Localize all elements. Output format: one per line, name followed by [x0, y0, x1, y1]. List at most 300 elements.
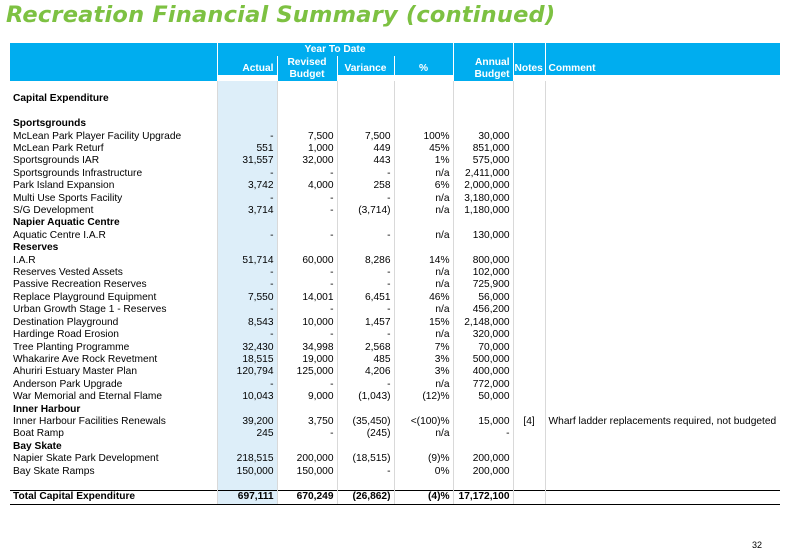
- cell-actual: 150,000: [217, 466, 277, 478]
- cell-notes: [513, 93, 545, 105]
- header-blank: [453, 43, 513, 56]
- table-row: [10, 329, 780, 341]
- cell-variance: 443: [337, 155, 394, 167]
- cell-notes: [513, 428, 545, 440]
- cell-actual: -: [217, 230, 277, 242]
- table-row: [10, 453, 780, 465]
- cell-comment: [545, 366, 780, 378]
- cell-comment: [545, 155, 780, 167]
- cell-revised-budget: 3,750: [277, 416, 337, 428]
- cell-comment: [545, 267, 780, 279]
- cell-revised-budget: -: [277, 379, 337, 391]
- cell-actual: 18,515: [217, 354, 277, 366]
- cell-annual-budget: [453, 118, 513, 130]
- cell-actual: 32,430: [217, 342, 277, 354]
- cell-annual-budget: -: [453, 428, 513, 440]
- cell-variance: [337, 118, 394, 130]
- header-blank: [513, 43, 545, 56]
- cell-annual-budget: 2,148,000: [453, 317, 513, 329]
- section-heading-row: [10, 404, 780, 416]
- cell-revised-budget: [277, 441, 337, 453]
- cell-variance: [337, 93, 394, 105]
- cell-comment: [545, 317, 780, 329]
- cell-revised-budget: [277, 478, 337, 491]
- cell-percent: 15%: [394, 317, 453, 329]
- financial-summary-table-container: [10, 43, 780, 505]
- cell-annual-budget: 50,000: [453, 391, 513, 403]
- cell-comment: [545, 131, 780, 143]
- cell-variance: (35,450): [337, 416, 394, 428]
- table-row: [10, 267, 780, 279]
- header-actual: Actual: [217, 63, 277, 75]
- table-row: [10, 155, 780, 167]
- cell-notes: [513, 255, 545, 267]
- row-label: I.A.R: [13, 254, 36, 266]
- cell-notes: [513, 366, 545, 378]
- header-revised-line1: Revised: [277, 56, 337, 69]
- cell-annual-budget: 70,000: [453, 342, 513, 354]
- header-blank: [545, 43, 780, 56]
- cell-actual: -: [217, 168, 277, 180]
- row-label: Anderson Park Upgrade: [13, 378, 123, 390]
- row-label: Capital Expenditure: [13, 93, 109, 105]
- cell-revised-budget: -: [277, 329, 337, 341]
- row-label: Ahuriri Estuary Master Plan: [13, 366, 137, 378]
- cell-percent: 3%: [394, 366, 453, 378]
- cell-percent: (9)%: [394, 453, 453, 465]
- cell-actual: 218,515: [217, 453, 277, 465]
- cell-variance: [337, 441, 394, 453]
- cell-notes: [513, 304, 545, 316]
- cell-variance: 1,457: [337, 317, 394, 329]
- header-annual-line1: Annual: [453, 56, 513, 69]
- cell-actual: 245: [217, 428, 277, 440]
- cell-annual-budget: 725,900: [453, 279, 513, 291]
- cell-comment: [545, 118, 780, 130]
- financial-summary-table: [10, 43, 780, 505]
- row-label: Sportsgrounds: [13, 118, 87, 130]
- row-label: Urban Growth Stage 1 - Reserves: [13, 304, 167, 316]
- cell-variance: 258: [337, 180, 394, 192]
- cell-actual: 8,543: [217, 317, 277, 329]
- cell-comment: [545, 379, 780, 391]
- cell-actual: -: [217, 279, 277, 291]
- header-comment: Comment: [545, 63, 780, 75]
- cell-notes: [513, 242, 545, 254]
- table-row: [10, 131, 780, 143]
- cell-notes: [513, 292, 545, 304]
- cell-percent: 45%: [394, 143, 453, 155]
- row-label: War Memorial and Eternal Flame: [13, 391, 163, 403]
- table-row: [10, 193, 780, 205]
- cell-notes: [513, 106, 545, 118]
- cell-revised-budget: [277, 242, 337, 254]
- table-body: [10, 81, 780, 504]
- cell-revised-budget: -: [277, 267, 337, 279]
- cell-notes: [513, 329, 545, 341]
- cell-revised-budget: 32,000: [277, 155, 337, 167]
- cell-notes: [513, 131, 545, 143]
- cell-annual-budget: [453, 404, 513, 416]
- cell-actual: 51,714: [217, 255, 277, 267]
- cell-variance: -: [337, 329, 394, 341]
- cell-percent: 46%: [394, 292, 453, 304]
- row-label: Reserves: [13, 242, 59, 254]
- row-label: Sportsgrounds IAR: [13, 155, 100, 167]
- cell-revised-budget: 7,500: [277, 131, 337, 143]
- cell-variance: -: [337, 230, 394, 242]
- row-label: Napier Aquatic Centre: [13, 217, 120, 229]
- table-row: [10, 354, 780, 366]
- cell-comment: [545, 205, 780, 217]
- cell-notes: [513, 81, 545, 93]
- cell-revised-budget: 150,000: [277, 466, 337, 478]
- cell-variance: 2,568: [337, 342, 394, 354]
- cell-revised-budget: [277, 81, 337, 93]
- cell-actual: 7,550: [217, 292, 277, 304]
- cell-notes: [513, 354, 545, 366]
- cell-variance: [337, 242, 394, 254]
- table-row: [10, 342, 780, 354]
- cell-revised-budget: [277, 404, 337, 416]
- cell-notes: [4]: [513, 416, 545, 428]
- cell-revised-budget: -: [277, 168, 337, 180]
- cell-variance: (1,043): [337, 391, 394, 403]
- cell-annual-budget: [453, 81, 513, 93]
- cell-comment: [545, 168, 780, 180]
- table-row: [10, 205, 780, 217]
- header-blank: [10, 43, 217, 56]
- cell-annual-budget: 320,000: [453, 329, 513, 341]
- cell-revised-budget: -: [277, 205, 337, 217]
- cell-notes: [513, 180, 545, 192]
- cell-actual: -: [217, 379, 277, 391]
- section-heading-row: [10, 93, 780, 105]
- table-row: [10, 143, 780, 155]
- cell-revised-budget: -: [277, 304, 337, 316]
- cell-comment: [545, 391, 780, 403]
- cell-comment: [545, 329, 780, 341]
- cell-annual-budget: 30,000: [453, 131, 513, 143]
- cell-variance: [337, 478, 394, 491]
- row-label: Destination Playground: [13, 316, 119, 328]
- cell-annual-budget: [453, 478, 513, 491]
- cell-comment: [545, 478, 780, 491]
- table-row: [10, 466, 780, 478]
- header-blank: [10, 56, 217, 69]
- cell-actual: [217, 217, 277, 229]
- cell-annual-budget: 3,180,000: [453, 193, 513, 205]
- cell-notes: [513, 453, 545, 465]
- row-label: Multi Use Sports Facility: [13, 192, 123, 204]
- cell-revised-budget: 125,000: [277, 366, 337, 378]
- cell-annual-budget: 456,200: [453, 304, 513, 316]
- cell-annual-budget: [453, 242, 513, 254]
- cell-comment: [545, 354, 780, 366]
- cell-revised-budget: [277, 93, 337, 105]
- cell-revised-budget: 14,001: [277, 292, 337, 304]
- cell-actual: [217, 81, 277, 93]
- cell-percent: [394, 217, 453, 229]
- row-label: Inner Harbour Facilities Renewals: [13, 415, 166, 427]
- cell-notes: [513, 317, 545, 329]
- header-percent: %: [394, 63, 453, 75]
- cell-revised-budget: 1,000: [277, 143, 337, 155]
- cell-actual: 551: [217, 143, 277, 155]
- cell-variance: -: [337, 379, 394, 391]
- row-label: Inner Harbour: [13, 403, 81, 415]
- cell-variance: (245): [337, 428, 394, 440]
- cell-actual: -: [217, 193, 277, 205]
- cell-actual: [217, 106, 277, 118]
- cell-notes: [513, 230, 545, 242]
- cell-variance: [337, 81, 394, 93]
- spacer-row: [10, 106, 780, 118]
- cell-variance: -: [337, 267, 394, 279]
- row-label: Park Island Expansion: [13, 180, 115, 192]
- cell-comment: [545, 230, 780, 242]
- cell-revised-budget: [277, 217, 337, 229]
- cell-actual: -: [217, 131, 277, 143]
- cell-comment: [545, 93, 780, 105]
- cell-comment: [545, 404, 780, 416]
- row-label: S/G Development: [13, 205, 94, 217]
- row-label: [10, 106, 217, 118]
- cell-notes: [513, 143, 545, 155]
- cell-comment: [545, 304, 780, 316]
- row-label: Whakarire Ave Rock Revetment: [13, 353, 158, 365]
- cell-annual-budget: 400,000: [453, 366, 513, 378]
- row-label: Hardinge Road Erosion: [13, 329, 119, 341]
- cell-annual-budget: 130,000: [453, 230, 513, 242]
- cell-comment: [545, 242, 780, 254]
- cell-revised-budget: -: [277, 428, 337, 440]
- page-title: Recreation Financial Summary (continued): [6, 2, 556, 28]
- cell-notes: [513, 491, 545, 504]
- cell-percent: [394, 404, 453, 416]
- cell-variance: -: [337, 168, 394, 180]
- cell-percent: (4)%: [394, 491, 453, 504]
- table-row: [10, 180, 780, 192]
- cell-notes: [513, 155, 545, 167]
- cell-percent: 3%: [394, 354, 453, 366]
- cell-annual-budget: 575,000: [453, 155, 513, 167]
- table-row: [10, 292, 780, 304]
- cell-percent: 1%: [394, 155, 453, 167]
- header-year-to-date: Year To Date: [217, 43, 453, 56]
- cell-variance: -: [337, 304, 394, 316]
- header-annual-line2: Budget: [453, 69, 513, 81]
- spacer-row: [10, 81, 780, 93]
- cell-revised-budget: 670,249: [277, 491, 337, 504]
- cell-actual: [217, 93, 277, 105]
- row-label: Aquatic Centre I.A.R: [13, 229, 106, 241]
- header-blank: [10, 69, 217, 81]
- cell-actual: [217, 118, 277, 130]
- cell-annual-budget: 56,000: [453, 292, 513, 304]
- cell-revised-budget: 34,998: [277, 342, 337, 354]
- cell-notes: [513, 205, 545, 217]
- cell-percent: n/a: [394, 193, 453, 205]
- cell-variance: 7,500: [337, 131, 394, 143]
- spacer-row: [10, 478, 780, 491]
- cell-percent: n/a: [394, 428, 453, 440]
- cell-actual: 31,557: [217, 155, 277, 167]
- row-label: Passive Recreation Reserves: [13, 279, 147, 291]
- cell-notes: [513, 441, 545, 453]
- cell-comment: [545, 255, 780, 267]
- cell-percent: [394, 106, 453, 118]
- cell-comment: [545, 81, 780, 93]
- cell-comment: [545, 279, 780, 291]
- cell-comment: [545, 428, 780, 440]
- cell-actual: -: [217, 329, 277, 341]
- cell-annual-budget: 15,000: [453, 416, 513, 428]
- section-heading-row: [10, 217, 780, 229]
- cell-comment: [545, 143, 780, 155]
- cell-revised-budget: 9,000: [277, 391, 337, 403]
- cell-annual-budget: 200,000: [453, 466, 513, 478]
- cell-percent: [394, 478, 453, 491]
- cell-percent: <(100)%: [394, 416, 453, 428]
- cell-percent: n/a: [394, 379, 453, 391]
- cell-annual-budget: [453, 106, 513, 118]
- cell-revised-budget: -: [277, 279, 337, 291]
- cell-variance: 449: [337, 143, 394, 155]
- cell-actual: 39,200: [217, 416, 277, 428]
- table-row: [10, 279, 780, 291]
- cell-actual: [217, 478, 277, 491]
- cell-actual: [217, 441, 277, 453]
- total-row: [10, 491, 780, 504]
- cell-annual-budget: [453, 217, 513, 229]
- row-label: McLean Park Returf: [13, 143, 104, 154]
- row-label: Boat Ramp: [13, 428, 64, 440]
- row-label: Bay Skate: [13, 440, 62, 452]
- cell-actual: [217, 242, 277, 254]
- cell-revised-budget: 60,000: [277, 255, 337, 267]
- cell-annual-budget: 1,180,000: [453, 205, 513, 217]
- cell-actual: 3,714: [217, 205, 277, 217]
- row-label: Bay Skate Ramps: [13, 465, 95, 477]
- cell-revised-budget: -: [277, 230, 337, 242]
- cell-annual-budget: 200,000: [453, 453, 513, 465]
- cell-revised-budget: [277, 118, 337, 130]
- cell-notes: [513, 404, 545, 416]
- cell-revised-budget: 200,000: [277, 453, 337, 465]
- cell-percent: n/a: [394, 168, 453, 180]
- table-row: [10, 255, 780, 267]
- table-row: [10, 416, 780, 428]
- cell-percent: [394, 118, 453, 130]
- cell-annual-budget: 2,000,000: [453, 180, 513, 192]
- cell-actual: [217, 404, 277, 416]
- cell-annual-budget: 2,411,000: [453, 168, 513, 180]
- cell-annual-budget: [453, 93, 513, 105]
- row-label: Napier Skate Park Development: [13, 453, 159, 465]
- cell-percent: (12)%: [394, 391, 453, 403]
- table-row: [10, 230, 780, 242]
- table-row: [10, 391, 780, 403]
- cell-revised-budget: 19,000: [277, 354, 337, 366]
- cell-revised-budget: 4,000: [277, 180, 337, 192]
- cell-percent: [394, 441, 453, 453]
- cell-percent: n/a: [394, 230, 453, 242]
- row-label: Tree Planting Programme: [13, 341, 130, 353]
- cell-variance: [337, 106, 394, 118]
- cell-revised-budget: [277, 106, 337, 118]
- cell-variance: -: [337, 466, 394, 478]
- cell-actual: -: [217, 304, 277, 316]
- cell-variance: (18,515): [337, 453, 394, 465]
- table-row: [10, 304, 780, 316]
- cell-variance: 4,206: [337, 366, 394, 378]
- cell-notes: [513, 193, 545, 205]
- cell-comment: Wharf ladder replacements required, not budgeted: [545, 416, 780, 428]
- cell-percent: 0%: [394, 466, 453, 478]
- cell-percent: 6%: [394, 180, 453, 192]
- cell-revised-budget: -: [277, 193, 337, 205]
- header-revised-line2: Budget: [277, 69, 337, 81]
- table-row: [10, 168, 780, 180]
- cell-percent: n/a: [394, 329, 453, 341]
- cell-revised-budget: 10,000: [277, 317, 337, 329]
- cell-annual-budget: [453, 441, 513, 453]
- cell-variance: (3,714): [337, 205, 394, 217]
- cell-comment: [545, 180, 780, 192]
- row-label: Sportsgrounds Infrastructure: [13, 167, 143, 179]
- cell-variance: -: [337, 193, 394, 205]
- cell-notes: [513, 379, 545, 391]
- page-number: 32: [751, 540, 762, 550]
- row-label: [10, 478, 217, 491]
- cell-comment: [545, 441, 780, 453]
- cell-annual-budget: 102,000: [453, 267, 513, 279]
- table-row: [10, 317, 780, 329]
- section-heading-row: [10, 441, 780, 453]
- cell-notes: [513, 168, 545, 180]
- cell-notes: [513, 466, 545, 478]
- cell-annual-budget: 851,000: [453, 143, 513, 155]
- row-label: Reserves Vested Assets: [13, 267, 123, 279]
- cell-annual-budget: 800,000: [453, 255, 513, 267]
- cell-percent: n/a: [394, 304, 453, 316]
- cell-annual-budget: 500,000: [453, 354, 513, 366]
- section-heading-row: [10, 118, 780, 130]
- cell-notes: [513, 118, 545, 130]
- cell-variance: (26,862): [337, 491, 394, 504]
- cell-annual-budget: 17,172,100: [453, 491, 513, 504]
- cell-comment: [545, 342, 780, 354]
- cell-comment: [545, 217, 780, 229]
- cell-actual: -: [217, 267, 277, 279]
- cell-percent: 100%: [394, 131, 453, 143]
- cell-notes: [513, 279, 545, 291]
- cell-notes: [513, 267, 545, 279]
- row-label: Total Capital Expenditure: [10, 491, 217, 504]
- row-label: [10, 81, 217, 93]
- cell-notes: [513, 391, 545, 403]
- cell-variance: -: [337, 279, 394, 291]
- row-label: McLean Park Player Facility Upgrade: [13, 130, 182, 142]
- cell-actual: 3,742: [217, 180, 277, 192]
- cell-notes: [513, 342, 545, 354]
- header-notes: Notes: [513, 63, 545, 75]
- row-label: Replace Playground Equipment: [13, 291, 157, 303]
- table-header: [10, 43, 780, 81]
- cell-percent: n/a: [394, 205, 453, 217]
- cell-actual: 10,043: [217, 391, 277, 403]
